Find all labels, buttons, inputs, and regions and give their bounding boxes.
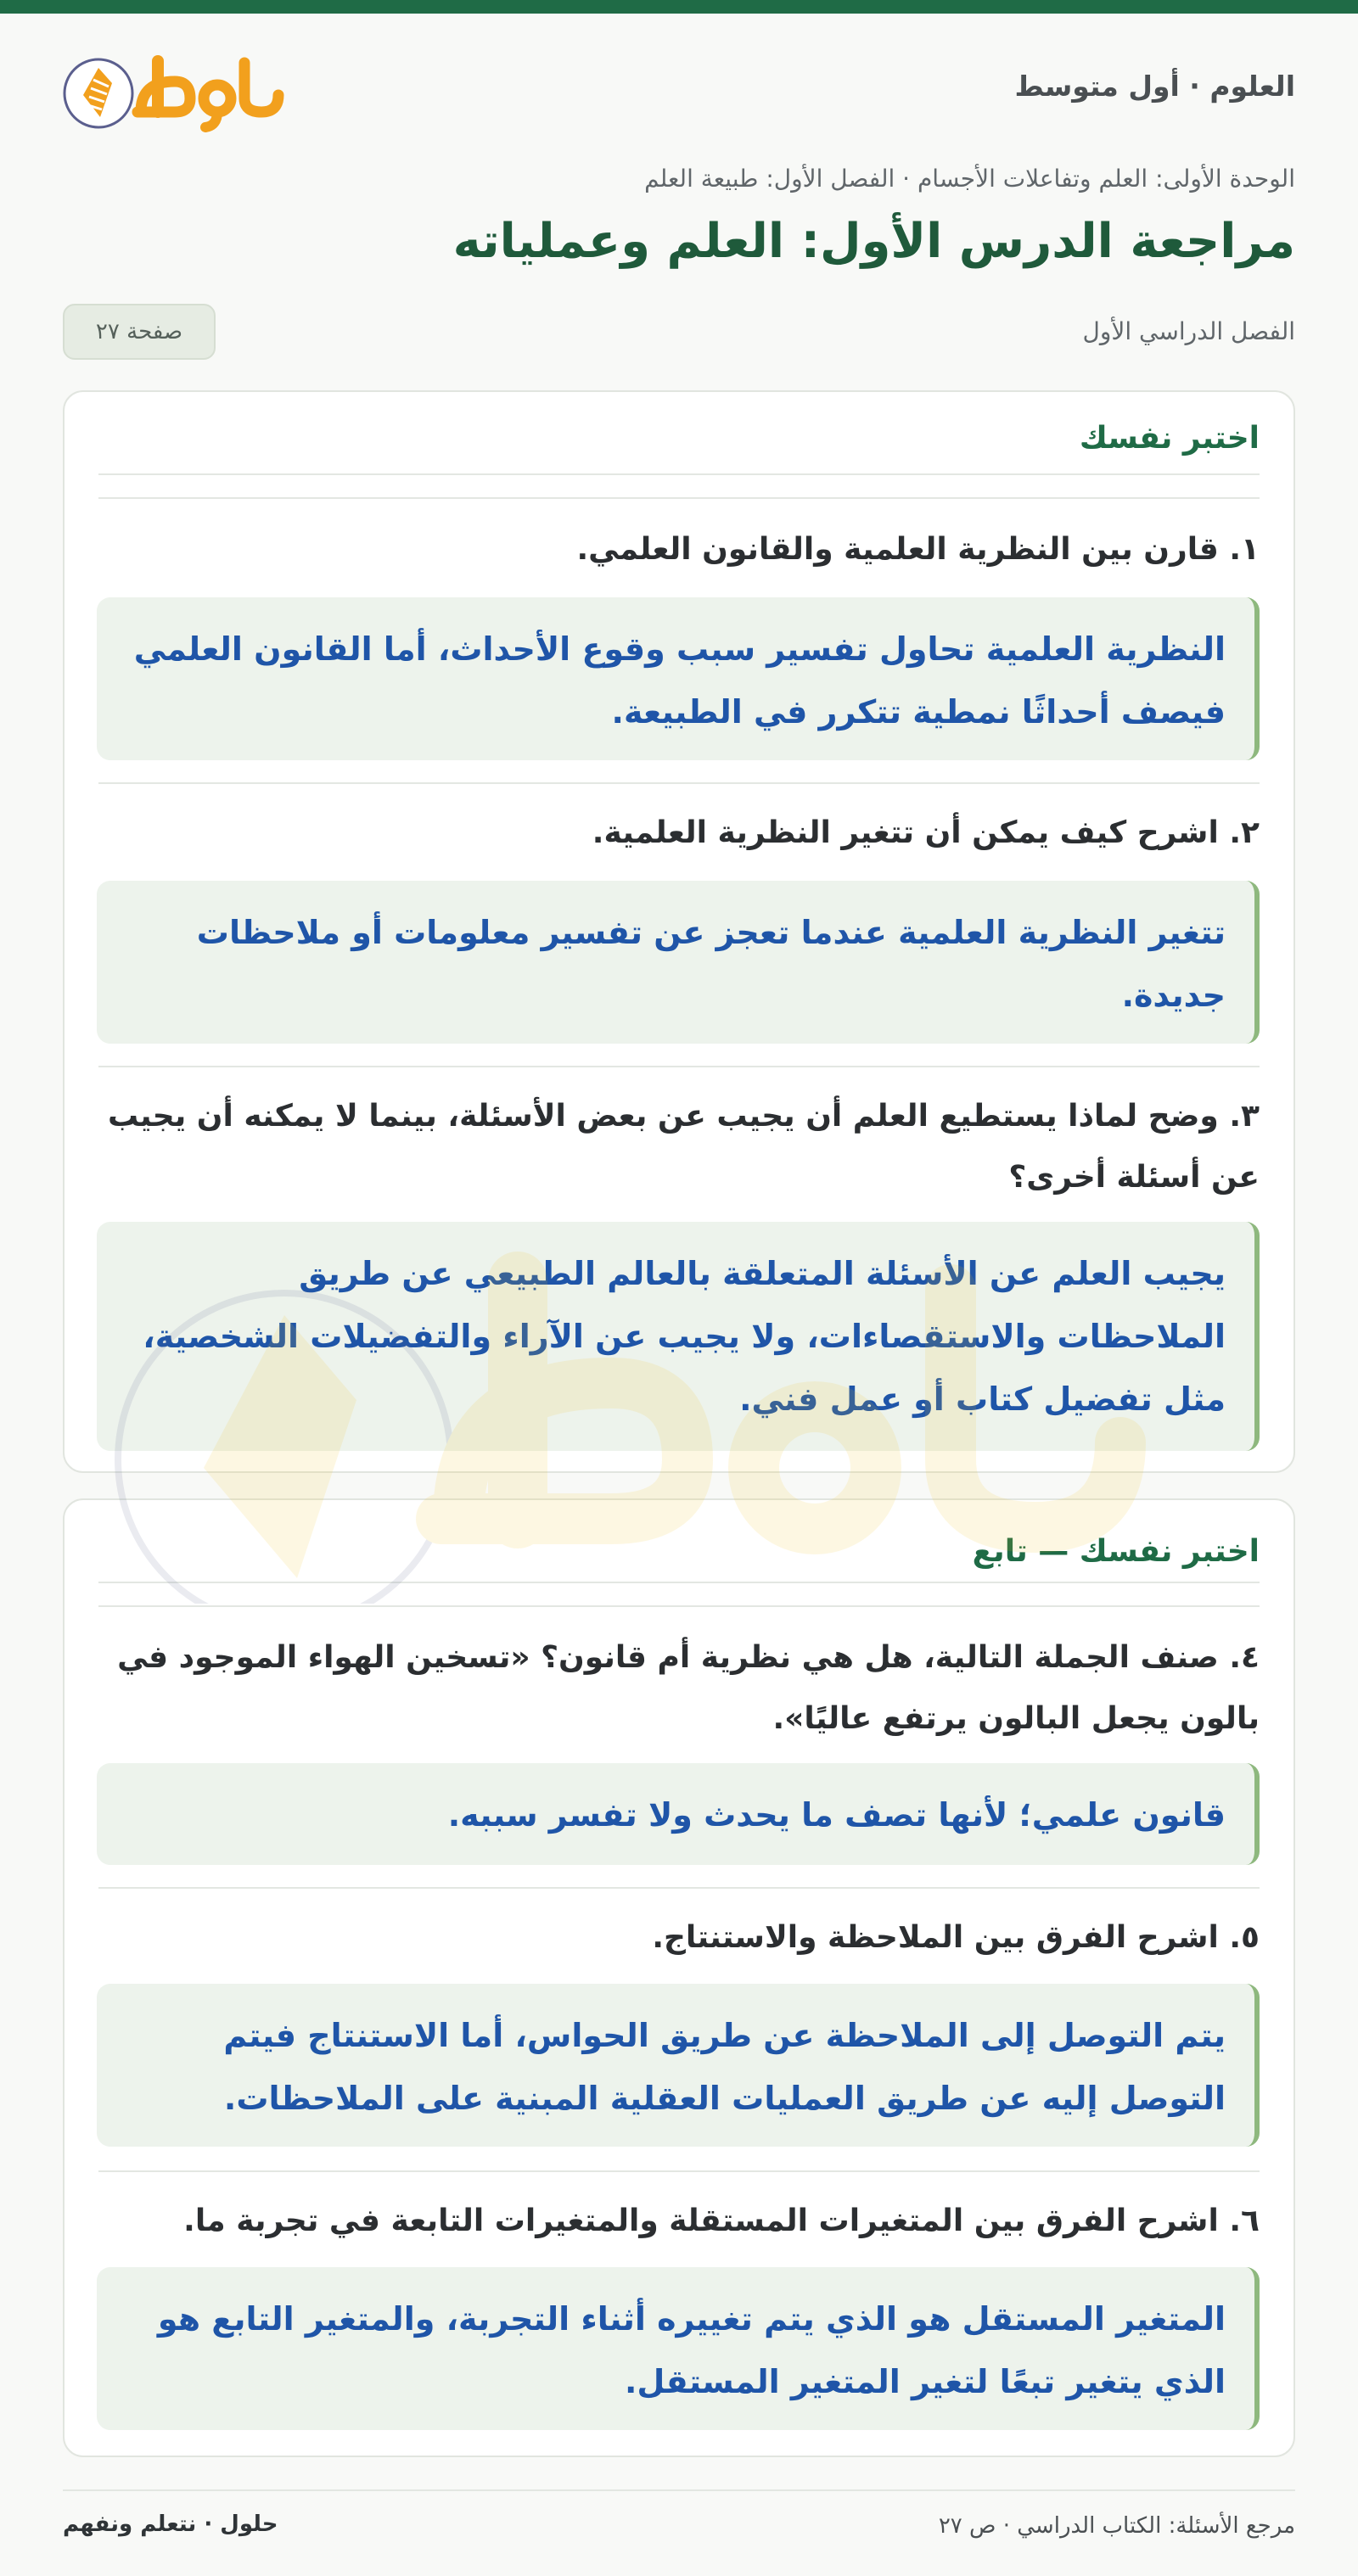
section-divider — [98, 497, 1260, 499]
question-divider — [98, 2170, 1260, 2172]
question-5: ٥. اشرح الفرق بين الملاحظة والاستنتاج. — [652, 1920, 1260, 1955]
answer-6: المتغير المستقل هو الذي يتم تغييره أثناء التجربة، والمتغير التابع هو الذي يتغير تبعًا لتغير المتغير المستقل. — [97, 2267, 1260, 2430]
question-4: ٤. صنف الجملة التالية، هل هي نظرية أم قانون؟ «تسخين الهواء الموجود في بالون يجعل البالون يرتفع عاليًا». — [117, 1640, 1260, 1736]
footer-reference: مرجع الأسئلة: الكتاب الدراسي · ص ٢٧ — [938, 2513, 1295, 2539]
question-2: ٢. اشرح كيف يمكن أن تتغير النظرية العلمية. — [592, 815, 1260, 850]
question-divider — [98, 1887, 1260, 1889]
footer-brand[interactable]: حلول · نتعلم ونفهم — [63, 2512, 278, 2537]
page-title: مراجعة الدرس الأول: العلم وعملياته — [452, 214, 1295, 269]
section-title: اختبر نفسك — تابع — [972, 1534, 1260, 1569]
answer-5: يتم التوصل إلى الملاحظة عن طريق الحواس، أما الاستنتاج فيتم التوصل إليه عن طريق العمليات العقلية المبنية على الملاحظات. — [97, 1984, 1260, 2147]
page-header — [63, 42, 1295, 144]
answer-2: تتغير النظرية العلمية عندما تعجز عن تفسير معلومات أو ملاحظات جديدة. — [97, 881, 1260, 1044]
page-number-badge: صفحة ٢٧ — [63, 304, 216, 360]
footer-divider — [63, 2489, 1295, 2491]
section-title: اختبر نفسك — [1079, 421, 1260, 456]
section-divider — [98, 473, 1260, 475]
section-card-1 — [63, 390, 1295, 1473]
question-divider — [98, 1066, 1260, 1067]
top-accent-bar — [0, 0, 1358, 14]
answer-3: يجيب العلم عن الأسئلة المتعلقة بالعالم الطبيعي عن طريق الملاحظات والاستقصاءات، ولا يجيب عن الآراء والتفضيلات الشخصية، مثل تفضيل كتاب أو عمل فني. — [97, 1222, 1260, 1451]
hulul-logo[interactable] — [63, 42, 292, 136]
section-divider — [98, 1605, 1260, 1607]
answer-1: النظرية العلمية تحاول تفسير سبب وقوع الأحداث، أما القانون العلمي فيصف أحداثًا نمطية تتكرر في الطبيعة. — [97, 597, 1260, 760]
section-card-2 — [63, 1498, 1295, 2457]
breadcrumb[interactable]: الوحدة الأولى: العلم وتفاعلات الأجسام · الفصل الأول: طبيعة العلم — [644, 165, 1295, 193]
subject-label: العلوم · أول متوسط — [1014, 70, 1295, 103]
question-divider — [98, 782, 1260, 784]
section-divider — [98, 1582, 1260, 1583]
question-1: ١. قارن بين النظرية العلمية والقانون العلمي. — [576, 532, 1260, 567]
question-6: ٦. اشرح الفرق بين المتغيرات المستقلة والمتغيرات التابعة في تجربة ما. — [183, 2204, 1260, 2238]
answer-4: قانون علمي؛ لأنها تصف ما يحدث ولا تفسر سببه. — [97, 1763, 1260, 1865]
semester-label: الفصل الدراسي الأول — [1082, 317, 1295, 345]
question-3: ٣. وضح لماذا يستطيع العلم أن يجيب عن بعض الأسئلة، بينما لا يمكنه أن يجيب عن أسئلة أخرى؟ — [107, 1099, 1260, 1195]
